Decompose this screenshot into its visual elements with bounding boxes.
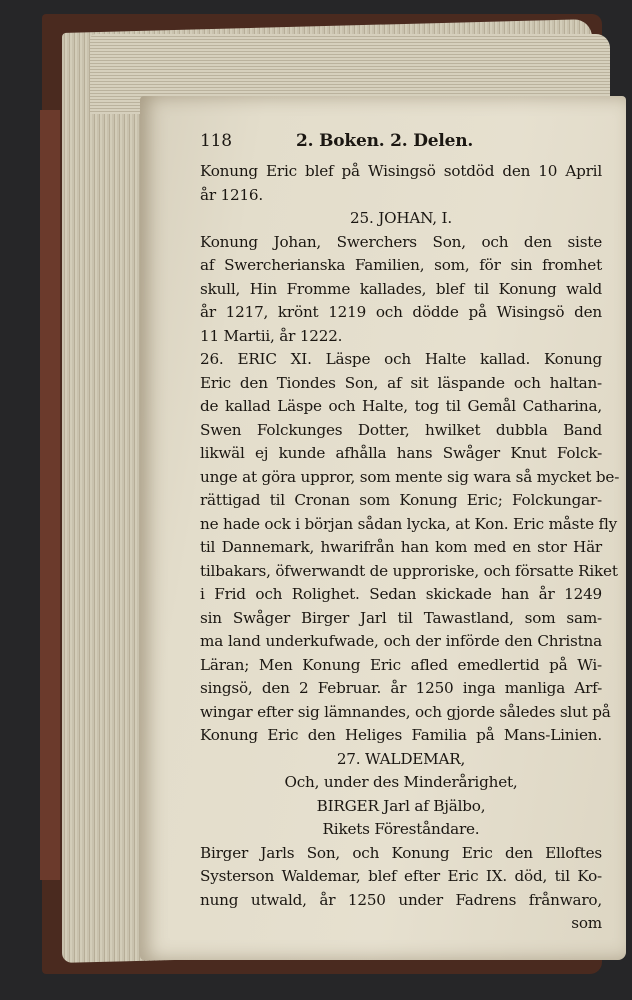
- text-line: 26. ERIC XI. Läspe och Halte kallad. Konung: [200, 350, 602, 368]
- text-line: de kallad Läspe och Halte, tog til Gemål Catharina,: [200, 397, 602, 415]
- page-text-block: [200, 130, 620, 936]
- book-page: [140, 96, 626, 960]
- text-line: nung utwald, år 1250 under Fadrens frånwaro,: [200, 890, 602, 909]
- text-line: ne hade ock i början sådan lycka, at Kon. Eric måste fly: [200, 514, 617, 533]
- text-line: singsö, den 2 Februar. år 1250 inga manliga Arf-: [200, 679, 602, 697]
- text-line: tilbakars, öfwerwandt de upproriske, och försatte Riket: [200, 561, 618, 580]
- text-line: 11 Martii, år 1222.: [200, 326, 343, 345]
- text-line: Konung Eric den Heliges Familia på Mans-Linien.: [200, 726, 602, 744]
- text-line: wingar efter sig lämnandes, och gjorde således slut på: [200, 702, 611, 721]
- text-line: sin Swåger Birger Jarl til Tawastland, som sam-: [200, 608, 602, 627]
- page-header: [200, 130, 602, 160]
- text-line: Eric den Tiondes Son, af sit läspande och haltan-: [200, 373, 602, 392]
- text-line: Konung Johan, Swerchers Son, och den siste: [200, 232, 602, 251]
- page-number: 118: [200, 131, 232, 151]
- text-line: i Frid och Rolighet. Sedan skickade han år 1249: [200, 585, 602, 603]
- text-line: som: [571, 914, 602, 932]
- text-line: år 1216.: [200, 185, 264, 204]
- text-line: Läran; Men Konung Eric afled emedlertid på Wi-: [200, 655, 602, 674]
- body-lines: [200, 160, 620, 936]
- running-head: 2. Boken. 2. Delen.: [296, 131, 474, 151]
- text-line: skull, Hin Fromme kallades, blef til Konung wald: [200, 279, 602, 298]
- text-line: til Dannemark, hwarifrån han kom med en stor Här: [200, 538, 602, 556]
- text-line: 25. JOHAN, I.: [350, 209, 452, 227]
- book-spine-edge: [40, 110, 60, 880]
- text-line: Och, under des Minderårighet,: [284, 773, 518, 791]
- text-line: 27. WALDEMAR,: [336, 749, 466, 768]
- text-line: rättigad til Cronan som Konung Eric; Folckungar-: [200, 491, 602, 509]
- text-line: BIRGER Jarl af Bjälbo,: [316, 796, 486, 815]
- text-line: af Swercherianska Familien, som, för sin fromhet: [200, 256, 602, 274]
- text-line: Birger Jarls Son, och Konung Eric den Elloftes: [200, 843, 602, 862]
- text-line: Konung Eric blef på Wisingsö sotdöd den 10 April: [200, 162, 602, 180]
- text-line: Swen Folckunges Dotter, hwilket dubbla Band: [200, 420, 602, 439]
- text-line: år 1217, krönt 1219 och dödde på Wisingsö den: [200, 303, 602, 321]
- text-line: unge at göra uppror, som mente sig wara så mycket be-: [200, 467, 620, 486]
- text-line: Systerson Waldemar, blef efter Eric IX. död, til Ko-: [200, 867, 602, 885]
- text-line: ma land underkufwade, och der införde den Christna: [200, 632, 602, 650]
- text-line: likwäl ej kunde afhålla hans Swåger Knut Folck-: [200, 444, 602, 462]
- text-line: Rikets Föreståndare.: [322, 820, 480, 838]
